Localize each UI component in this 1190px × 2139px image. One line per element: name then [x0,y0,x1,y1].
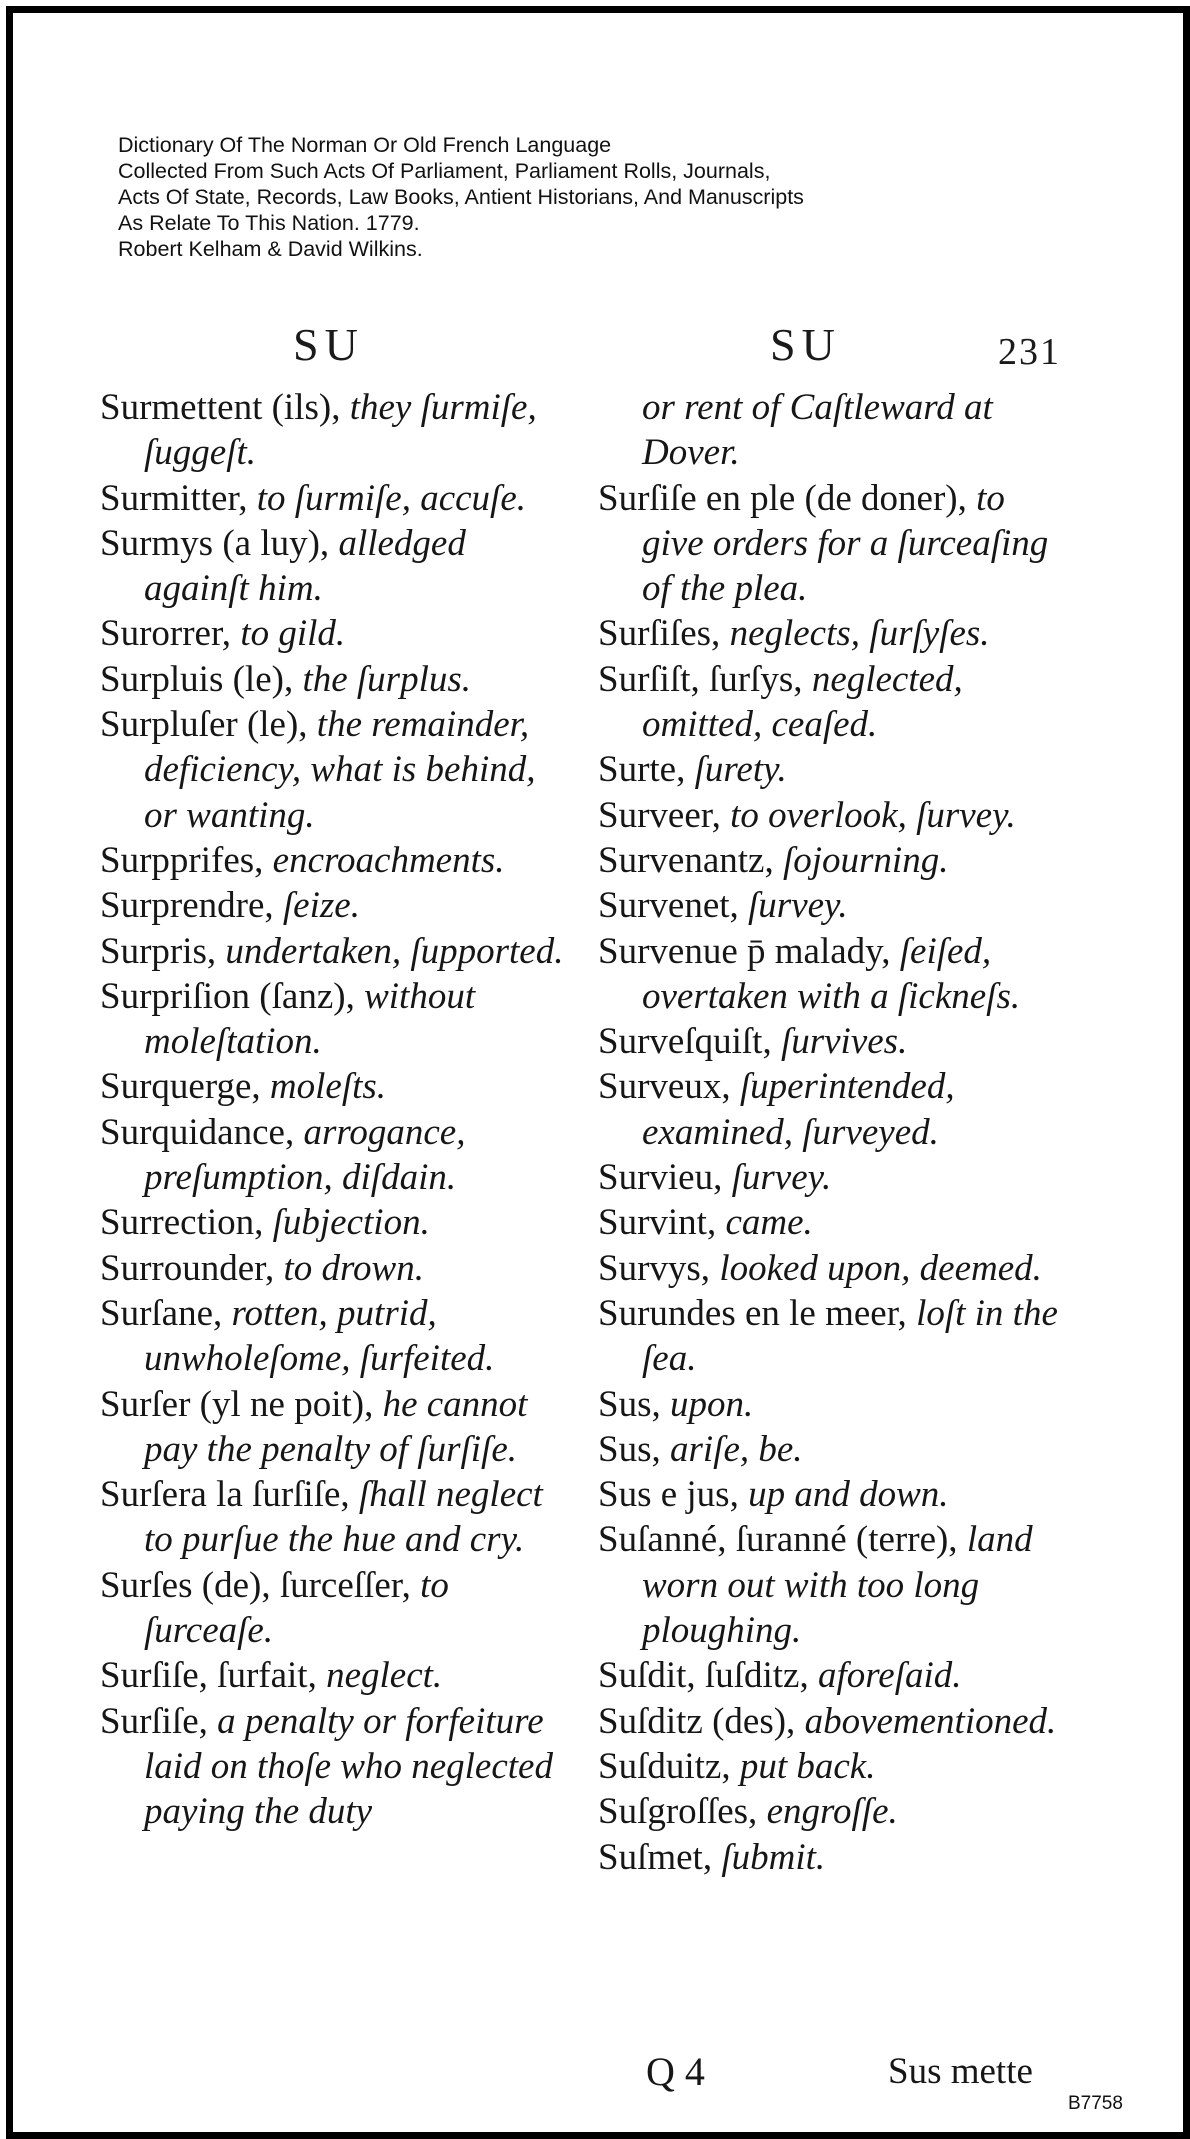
catchword: Sus mette [888,2051,1033,2092]
dictionary-entry [100,1472,570,1563]
definition: ſubjection. [272,1202,430,1244]
dictionary-entry [100,1291,570,1382]
definition: abovementioned. [804,1700,1057,1742]
headword: Surquidance, [100,1111,304,1153]
dictionary-entry [598,747,1073,792]
headword: Surrection, [100,1202,273,1244]
dictionary-entry [100,657,570,702]
definition: to ſurmiſe, accuſe. [256,477,526,519]
headword: Surſane, [100,1292,232,1334]
definition: rotten, putrid, unwholeſome, ſurfeited. [144,1292,495,1380]
dictionary-entry [598,1155,1073,1200]
dictionary-entry [100,702,570,838]
dictionary-entry [100,611,570,656]
header-line: Robert Kelham & David Wilkins. [118,237,423,261]
headword: Suſditz (des), [598,1700,805,1742]
headword: Surpris, [100,930,226,972]
definition: ſuperintended, examined, ſurveyed. [642,1066,955,1153]
header-line: As Relate To This Nation. 1779. [118,211,420,235]
definition: loſt in the ſea. [642,1292,1058,1380]
dictionary-entry [100,476,570,521]
running-head-right: SU [770,319,841,370]
headword: Survenue p̄ malady, [598,930,900,972]
definition: they ſurmiſe, ſuggeſt. [144,387,537,474]
definition: ſurvives. [780,1021,908,1063]
dictionary-entry [598,657,1073,748]
headword: Suſmet, [598,1836,722,1878]
dictionary-entry [598,793,1073,838]
dictionary-entry [598,1064,1073,1155]
definition: the ſurplus. [302,658,472,700]
headword: Surpluſer (le), [100,704,317,746]
headword: Suſdit, ſuſditz, [598,1655,818,1697]
headword: Surveſquiſt, [598,1021,781,1063]
dictionary-entry [598,476,1073,612]
headword: Suſgroſſes, [598,1791,767,1833]
definition: neglected, omitted, ceaſed. [642,658,963,746]
headword: Surundes en le meer, [598,1292,917,1334]
definition: he cannot pay the penalty of ſurſiſe. [144,1383,528,1470]
dictionary-entry [598,1835,1073,1880]
definition: undertaken, ſupported. [225,930,564,972]
headword: Surveer, [598,794,731,836]
headword: Surmys (a luy), [100,522,339,564]
dictionary-entry [598,1744,1073,1789]
dictionary-entry [598,611,1073,656]
dictionary-entry [598,1382,1073,1427]
definition: ſubmit. [721,1836,826,1878]
definition: ſurety. [694,749,787,791]
dictionary-entry [598,1019,1073,1064]
definition: up and down. [748,1474,949,1516]
definition: engroſſe. [766,1791,898,1833]
dictionary-entry [598,1517,1073,1653]
definition: ariſe, be. [669,1428,803,1470]
dictionary-entry [598,1789,1073,1834]
headword: Surpprifes, [100,839,273,881]
headword: Survenet, [598,885,749,927]
dictionary-entry [100,1110,570,1201]
dictionary-entry [100,1064,570,1109]
headword: Surſiſe, ſurfait, [100,1655,327,1697]
header-line: Acts Of State, Records, Law Books, Antient Historians, And Manuscripts [118,185,804,209]
definition: without moleſtation. [144,975,476,1063]
definition: to ſurceaſe. [144,1564,449,1652]
dictionary-entry [598,1653,1073,1698]
reference-code: B7758 [1068,2093,1123,2114]
definition: upon. [669,1383,754,1425]
definition: ſurvey. [748,885,848,927]
header-line: Dictionary Of The Norman Or Old French Language [118,133,612,157]
definition: ſojourning. [782,839,949,881]
dictionary-entry [100,1246,570,1291]
definition: neglects, ſurſyſes. [729,613,990,655]
right-column [598,385,1073,1880]
header-line: Collected From Such Acts Of Parliament, Parliament Rolls, Journals, [118,159,771,183]
headword: Suſanné, ſuranné (terre), [598,1519,967,1561]
definition: ſhall neglect to purſue the hue and cry. [144,1474,543,1561]
page-number: 231 [998,331,1061,373]
definition: arrogance, preſumption, diſdain. [144,1111,466,1199]
headword: Surpriſion (ſanz), [100,975,365,1017]
headword: Surſiſe, [100,1700,218,1742]
dictionary-entry [100,1653,570,1698]
headword: Surorrer, [100,613,241,655]
definition: to drown. [283,1247,424,1289]
headword: Surſiſe en ple (de doner), [598,477,977,519]
definition: ſeize. [282,885,360,927]
definition: neglect. [326,1655,443,1697]
headword: Surte, [598,749,695,791]
dictionary-entry [100,883,570,928]
headword: Sus, [598,1428,670,1470]
dictionary-entry [598,1291,1073,1382]
signature-mark: Q 4 [646,2049,705,2094]
headword: Survint, [598,1202,726,1244]
left-column [100,385,570,1835]
definition: or rent of Caſtleward at Dover. [642,387,993,474]
source-header [118,132,804,262]
definition: to give orders for a ſurceaſing of the plea. [642,477,1049,610]
definition: ſurvey. [731,1157,832,1199]
headword: Sus, [598,1383,670,1425]
definition: the remainder, deficiency, what is behind, or wanting. [144,704,536,836]
headword: Surſera la ſurſiſe, [100,1474,359,1516]
dictionary-entry [100,838,570,883]
dictionary-entry [100,974,570,1065]
dictionary-entry [598,929,1073,1020]
dictionary-entry [598,883,1073,928]
headword: Surſes (de), ſurceſſer, [100,1564,421,1606]
headword: Surprendre, [100,885,283,927]
dictionary-entry [100,521,570,612]
headword: Survenantz, [598,839,783,881]
dictionary-entry [100,1563,570,1654]
dictionary-entry [598,1427,1073,1472]
running-head-left: SU [293,319,364,370]
headword: Surmettent (ils), [100,387,350,428]
headword: Surſer (yl ne poit), [100,1383,383,1425]
definition: came. [725,1202,813,1244]
dictionary-entry [598,1246,1073,1291]
dictionary-entry [100,385,570,476]
dictionary-entry [100,1200,570,1245]
definition: land worn out with too long ploughing. [642,1519,1033,1652]
headword: Surquerge, [100,1066,270,1108]
headword: Surveux, [598,1066,740,1108]
headword: Surmitter, [100,477,257,519]
headword: Surſiſes, [598,613,730,655]
headword: Surſiſt, ſurſys, [598,658,812,700]
definition: a penalty or forfeiture laid on thoſe who neglected paying the duty [144,1700,553,1833]
definition: to gild. [240,613,346,655]
dictionary-entry [598,385,1073,476]
dictionary-entry [598,1472,1073,1517]
definition: put back. [739,1745,876,1787]
dictionary-entry [100,1382,570,1473]
definition: aforeſaid. [817,1655,962,1697]
headword: Surrounder, [100,1247,284,1289]
dictionary-entry [100,1699,570,1835]
definition: to overlook, ſurvey. [730,794,1016,836]
headword: Survieu, [598,1157,732,1199]
definition: moleſts. [269,1066,387,1108]
dictionary-entry [598,1699,1073,1744]
definition: encroachments. [272,839,505,881]
dictionary-entry [100,929,570,974]
definition: ſeiſed, overtaken with a ſickneſs. [642,930,1021,1017]
dictionary-entry [598,1200,1073,1245]
headword: Surpluis (le), [100,658,303,700]
dictionary-entry [598,838,1073,883]
headword: Survys, [598,1247,720,1289]
headword: Sus e jus, [598,1474,749,1516]
definition: looked upon, deemed. [719,1247,1042,1289]
headword: Suſduitz, [598,1745,740,1787]
definition: alledged againſt him. [144,522,466,610]
